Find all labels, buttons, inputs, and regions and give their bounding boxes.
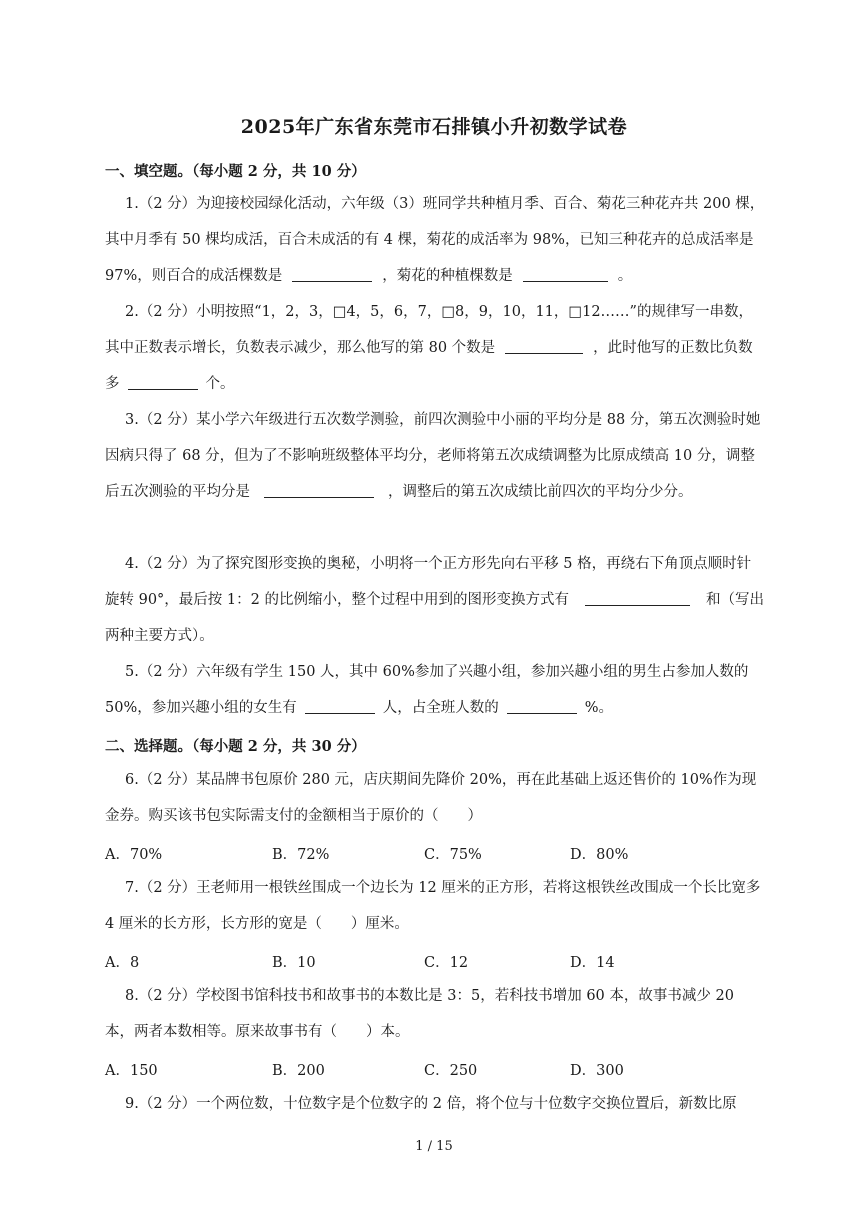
question-text: 9.（2 分）一个两位数，十位数字是个位数字的 2 倍，将个位与十位数字交换位置后，新数比原: [125, 1096, 737, 1112]
choice-row-6: [105, 843, 765, 863]
question-3: [105, 402, 765, 510]
question-text: 人，占全班人数的: [382, 700, 499, 716]
question-text: ，调整后的第五次成绩比前四次的平均分少分。: [388, 484, 693, 500]
question-1: [105, 186, 765, 294]
choice-c[interactable]: C．12: [424, 955, 469, 971]
choice-b[interactable]: B．200: [272, 1063, 325, 1079]
question-text: 8.（2 分）学校图书馆科技书和故事书的本数比是 3：5，若科技书增加 60 本，故事书减少 20 本，两者本数相等。原来故事书有（ ）本。: [105, 988, 734, 1040]
choice-d[interactable]: D．14: [570, 955, 615, 971]
question-text: ，此时他写的正数比负数多: [105, 340, 753, 392]
choice-row-8: [105, 1059, 765, 1079]
question-6: [105, 762, 765, 834]
question-8: [105, 978, 765, 1050]
choice-d[interactable]: D．80%: [570, 847, 629, 863]
question-text: 和（写出两种主要方式）。: [105, 592, 764, 644]
question-5: [105, 654, 765, 726]
answer-blank[interactable]: [505, 339, 583, 355]
question-text: 1.（2 分）为迎接校园绿化活动，六年级（3）班同学共种植月季、百合、菊花三种花卉共 200 棵，其中月季有 50 棵均成活，百合未成活的有 4 棵，菊花的成活率为 98%，已知三种花卉的总成活率是 97%，则百合的成活棵数是: [105, 196, 765, 284]
question-text: 个。: [205, 376, 235, 392]
answer-blank[interactable]: [523, 267, 608, 283]
answer-blank[interactable]: [128, 375, 198, 391]
question-text: 6.（2 分）某品牌书包原价 280 元，店庆期间先降价 20%，再在此基础上返还售价的 10%作为现金券。购买该书包实际需支付的金额相当于原价的（ ）: [105, 772, 757, 824]
question-4: [105, 546, 765, 654]
page-number: 1 / 15: [415, 1139, 453, 1154]
choice-a[interactable]: A．8: [105, 955, 140, 971]
question-text: 2.（2 分）小明按照“1，2，3，□4，5，6，7，□8，9，10，11，□12……”的规律写一串数，其中正数表示增长，负数表示减少，那么他写的第 80 个数是: [105, 304, 753, 356]
answer-blank[interactable]: [507, 699, 577, 715]
choice-d[interactable]: D．300: [570, 1063, 624, 1079]
question-text: ，菊花的种植棵数是: [382, 268, 513, 284]
question-2: [105, 294, 765, 402]
section-heading-multiple-choice: 二、选择题。（每小题 2 分，共 30 分）: [105, 738, 366, 755]
choice-c[interactable]: C．250: [424, 1063, 478, 1079]
choice-b[interactable]: B．72%: [272, 847, 330, 863]
question-text: %。: [584, 700, 614, 716]
answer-blank[interactable]: [264, 483, 374, 499]
question-7: [105, 870, 765, 942]
answer-blank[interactable]: [585, 591, 690, 607]
choice-a[interactable]: A．70%: [105, 847, 163, 863]
question-9: [105, 1086, 765, 1122]
question-text: 。: [617, 268, 633, 284]
question-text: 7.（2 分）王老师用一根铁丝围成一个边长为 12 厘米的正方形，若将这根铁丝改围成一个长比宽多 4 厘米的长方形，长方形的宽是（ ）厘米。: [105, 880, 761, 932]
section-heading-fill-in: 一、填空题。（每小题 2 分，共 10 分）: [105, 163, 366, 180]
answer-blank[interactable]: [305, 699, 375, 715]
question-text: 5.（2 分）六年级有学生 150 人，其中 60%参加了兴趣小组，参加兴趣小组的男生占参加人数的 50%，参加兴趣小组的女生有: [105, 664, 749, 716]
choice-b[interactable]: B．10: [272, 955, 316, 971]
question-text: 3.（2 分）某小学六年级进行五次数学测验，前四次测验中小丽的平均分是 88 分，第五次测验时她因病只得了 68 分，但为了不影响班级整体平均分，老师将第五次成绩调整为比原成绩高 10 分，调整后五次测验的平均分是: [105, 412, 761, 500]
question-text: 4.（2 分）为了探究图形变换的奥秘，小明将一个正方形先向右平移 5 格，再绕右下角顶点顺时针旋转 90°，最后按 1：2 的比例缩小，整个过程中用到的图形变换方式有: [105, 556, 752, 608]
answer-blank[interactable]: [292, 267, 372, 283]
choice-row-7: [105, 951, 765, 971]
choice-c[interactable]: C．75%: [424, 847, 482, 863]
choice-a[interactable]: A．150: [105, 1063, 158, 1079]
page-title: 2025年广东省东莞市石排镇小升初数学试卷: [240, 116, 628, 138]
